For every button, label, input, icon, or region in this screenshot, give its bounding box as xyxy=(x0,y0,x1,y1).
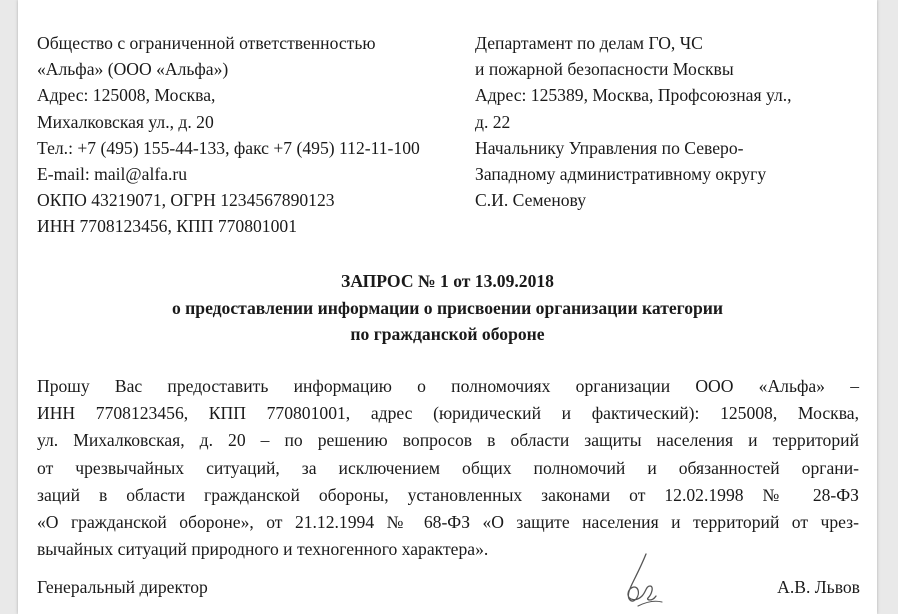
sender-line: Михалковская ул., д. 20 xyxy=(37,111,214,132)
sender-line: ИНН 7708123456, КПП 770801001 xyxy=(37,216,297,237)
sender-line: ОКПО 43219071, ОГРН 1234567890123 xyxy=(37,190,335,211)
sender-line: Тел.: +7 (495) 155-44-133, факс +7 (495) 112-11-100 xyxy=(37,137,420,158)
sender-block xyxy=(37,30,420,240)
document-title xyxy=(18,268,877,348)
signer-position: Генеральный директор xyxy=(37,577,208,597)
request-body xyxy=(37,373,859,563)
sender-line: Адрес: 125008, Москва, xyxy=(37,85,216,106)
title-line: ЗАПРОС № 1 от 13.09.2018 xyxy=(341,271,554,291)
recipient-line: С.И. Семенову xyxy=(475,190,587,211)
title-line: о предоставлении информации о присвоении организации категории xyxy=(171,297,724,318)
body-line: заций в области гражданской обороны, установленных законами от 12.02.1998 № 28-ФЗ xyxy=(37,484,859,505)
recipient-line: Западному административному округу xyxy=(475,164,767,185)
body-line: «О гражданской обороне», от 21.12.1994 № 68-ФЗ «О защите населения и территорий от чрез- xyxy=(37,512,859,533)
recipient-block xyxy=(475,30,792,213)
body-line: от чрезвычайных ситуаций, за исключением общих полномочий и обязанностей органи- xyxy=(37,457,859,478)
handwritten-signature xyxy=(616,550,668,610)
recipient-line: Департамент по делам ГО, ЧС xyxy=(475,33,703,53)
sender-line: Общество с ограниченной ответственностью xyxy=(37,33,376,53)
sender-line: «Альфа» (ООО «Альфа») xyxy=(37,59,229,80)
recipient-line: Начальнику Управления по Северо- xyxy=(475,137,744,158)
body-line: ИНН 7708123456, КПП 770801001, адрес (юридический и фактический): 125008, Москва, xyxy=(37,403,859,424)
recipient-line: д. 22 xyxy=(475,111,511,132)
body-line: вычайных ситуаций природного и техногенного характера». xyxy=(37,539,489,560)
signer-name: А.В. Львов xyxy=(777,577,860,597)
body-line: Прошу Вас предоставить информацию о полномочиях организации ООО «Альфа» – xyxy=(37,376,859,396)
recipient-line: Адрес: 125389, Москва, Профсоюзная ул., xyxy=(475,85,792,106)
sender-line: E-mail: mail@alfa.ru xyxy=(37,164,188,185)
recipient-line: и пожарной безопасности Москвы xyxy=(475,59,734,80)
body-line: ул. Михалковская, д. 20 – по решению вопросов в области защиты населения и территорий xyxy=(37,430,859,451)
document-page xyxy=(18,0,877,614)
title-line: по гражданской обороне xyxy=(350,324,545,344)
